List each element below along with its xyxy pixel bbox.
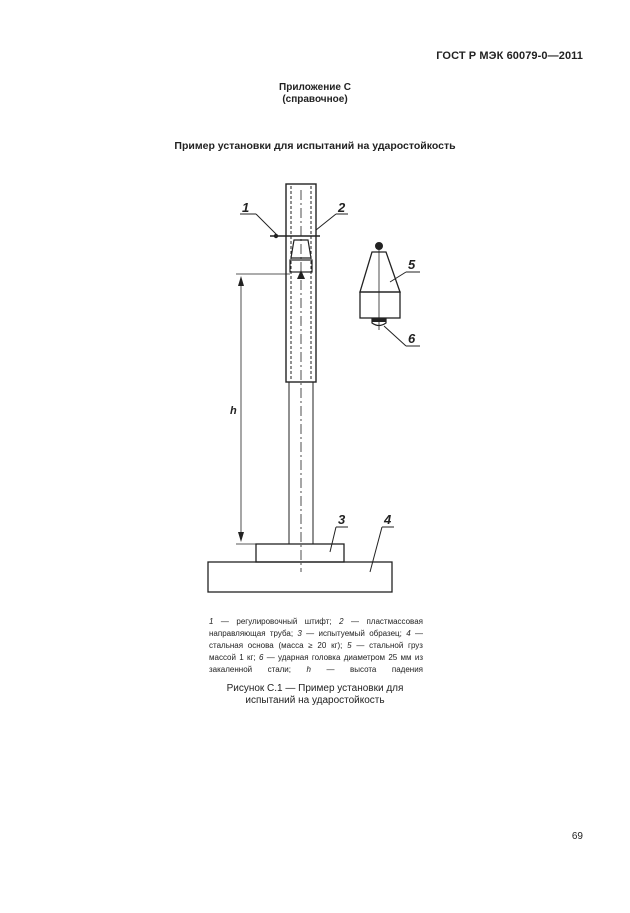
label-h: h (230, 405, 237, 417)
legend-text-3: — испытуемый образец; (306, 629, 402, 638)
legend-num-6: 6 (258, 653, 264, 662)
legend-num-5: 5 (347, 641, 352, 650)
legend-text-h: — высота падения (326, 665, 423, 674)
label-2: 2 (338, 200, 346, 215)
leader-4 (370, 527, 382, 572)
label-3: 3 (338, 512, 346, 527)
standard-code: ГОСТ Р МЭК 60079-0—2011 (436, 50, 583, 62)
height-dim-arrow-bottom (238, 532, 244, 542)
impact-test-figure (200, 175, 416, 595)
legend-num-4: 4 (406, 629, 411, 638)
height-dim-arrow-top (238, 276, 244, 286)
leader-5 (390, 272, 406, 282)
label-4: 4 (384, 512, 392, 527)
legend-text-1: — регулировочный штифт; (220, 617, 332, 626)
label-5: 5 (408, 257, 416, 272)
legend-text-5: — стальной груз массой 1 кг; (209, 641, 423, 662)
leader-3 (330, 527, 336, 552)
pin-dot (274, 234, 278, 238)
page-number: 69 (571, 831, 583, 842)
legend-num-3: 3 (297, 629, 302, 638)
label-1: 1 (242, 200, 250, 215)
legend-text-2: — пластмассовая направляющая труба; (209, 617, 424, 638)
leader-2 (316, 214, 336, 230)
label-6: 6 (408, 331, 416, 346)
steel-weight-body (360, 292, 400, 318)
section-title: Пример установки для испытаний на ударостойкость (174, 140, 456, 152)
annex-title: Приложение С (279, 82, 351, 93)
figure-legend (209, 616, 423, 676)
impact-test-drawing (200, 175, 416, 595)
caption-line-2: испытаний на ударостойкость (245, 695, 385, 706)
height-arrow-top (297, 270, 305, 279)
steel-base (208, 562, 392, 592)
annex-subtitle: (справочное) (282, 94, 348, 105)
leader-6 (384, 326, 406, 346)
weight-top-knob (375, 242, 383, 250)
figure-caption (0, 683, 630, 707)
caption-line-1: Рисунок С.1 — Пример установки для (226, 683, 404, 694)
steel-weight (360, 252, 400, 292)
impact-head-mark (372, 318, 386, 322)
legend-text-4: — стальная основа (масса ≥ 20 кг); (209, 629, 423, 650)
legend-text-6: — ударная головка диаметром 25 мм из закаленной стали; (209, 653, 423, 674)
annex-heading (0, 82, 630, 106)
legend-num-2: 2 (339, 617, 344, 626)
leader-1 (256, 214, 276, 234)
legend-num-1: 1 (209, 617, 214, 626)
legend-num-h: h (306, 665, 311, 674)
